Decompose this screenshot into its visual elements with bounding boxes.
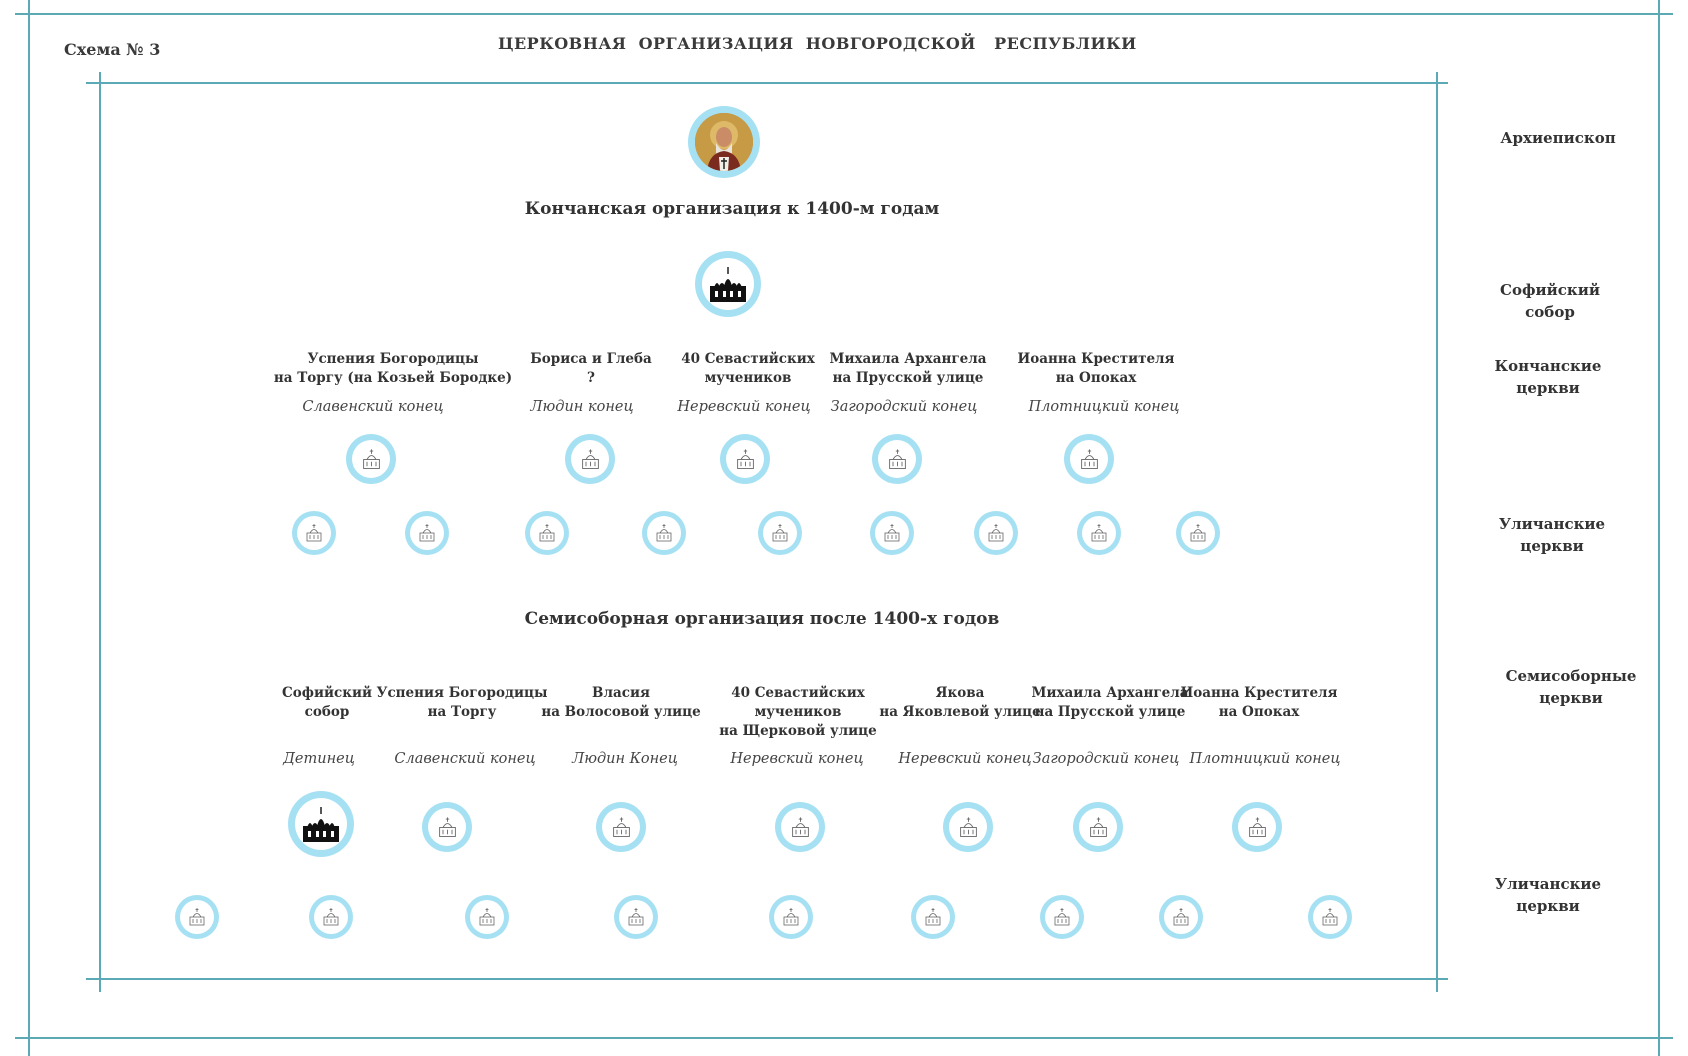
church-name-line: на Волосовой улице [541, 704, 701, 720]
semisobornaya-church-node [422, 802, 472, 852]
church-icon [878, 440, 916, 478]
side-label-line: Кончанские [1494, 357, 1602, 375]
konets-label: Славенский конец [302, 399, 444, 415]
konchanskaya-church-node [720, 434, 770, 484]
church-icon [726, 440, 764, 478]
konchanskaya-church-label [274, 350, 512, 388]
church-name-line: Якова [935, 685, 985, 701]
church-name-line: Иоанна Крестителя [1017, 351, 1175, 367]
side-label-konchanskie [1478, 355, 1618, 399]
church-icon [619, 900, 653, 934]
church-name-line: Иоанна Крестителя [1180, 685, 1338, 701]
street-church-node [974, 511, 1018, 555]
schema-label: Схема № 3 [64, 40, 161, 59]
konets-label: Людин Конец [572, 751, 678, 767]
frame-outer-bottom [15, 1037, 1673, 1039]
konchanskaya-church-label [1017, 350, 1174, 388]
side-label-ulichanskie-2 [1478, 873, 1618, 917]
side-label-line: собор [1525, 303, 1575, 321]
cathedral-icon [295, 798, 347, 850]
church-name-line: ? [587, 370, 595, 386]
church-name-line: Власия [592, 685, 650, 701]
side-label-line: Семисоборные [1505, 667, 1637, 685]
street-church-node [1176, 511, 1220, 555]
street-church-node [1308, 895, 1352, 939]
street-church-node [911, 895, 955, 939]
semisobornaya-church-node [775, 802, 825, 852]
church-name-line: мучеников [704, 370, 792, 386]
semisobornaya-church-label [1180, 684, 1337, 722]
frame-inner-right [1436, 72, 1438, 992]
page-title: ЦЕРКОВНАЯ ОРГАНИЗАЦИЯ НОВГОРОДСКОЙ РЕСПУБЛИКИ [498, 34, 1137, 53]
side-label-sofia [1480, 279, 1620, 323]
church-icon [1045, 900, 1079, 934]
church-name-line: 40 Севастийских [681, 351, 815, 367]
church-icon [774, 900, 808, 934]
church-name-line: Успения Богородицы [376, 685, 548, 701]
semisobornaya-church-label [879, 684, 1040, 722]
street-church-node [870, 511, 914, 555]
church-name-line: Михаила Архангела [829, 351, 987, 367]
side-label-ulichanskie-1 [1482, 513, 1622, 557]
church-icon [314, 900, 348, 934]
church-icon [1082, 516, 1116, 550]
church-icon [571, 440, 609, 478]
church-icon [602, 808, 640, 846]
konets-label: Загородский конец [1032, 751, 1180, 767]
frame-inner-left [99, 72, 101, 992]
side-label-line: церкви [1516, 897, 1580, 915]
konchanskaya-church-node [565, 434, 615, 484]
section1-title: Кончанская организация к 1400-м годам [524, 199, 940, 219]
side-label-semisobornye [1496, 665, 1646, 709]
konchanskaya-church-node [346, 434, 396, 484]
church-icon [916, 900, 950, 934]
church-icon [428, 808, 466, 846]
konets-label: Неревский конец [730, 751, 864, 767]
konchanskaya-church-label [681, 350, 815, 388]
church-icon [1070, 440, 1108, 478]
section2-title: Семисоборная организация после 1400-х годов [524, 609, 1000, 629]
church-icon [180, 900, 214, 934]
side-label-archbishop-text: Архиепископ [1500, 129, 1616, 147]
church-icon [297, 516, 331, 550]
church-name-line: мучеников [754, 704, 842, 720]
church-icon [1079, 808, 1117, 846]
street-church-node [769, 895, 813, 939]
side-label-line: церкви [1516, 379, 1580, 397]
side-label-line: Софийский [1500, 281, 1600, 299]
church-icon [470, 900, 504, 934]
street-church-node [642, 511, 686, 555]
church-name-line: на Опоках [1218, 704, 1300, 720]
side-label-line: церкви [1539, 689, 1603, 707]
sofia-cathedral-node [695, 251, 761, 317]
church-icon [410, 516, 444, 550]
semisobornaya-church-node [943, 802, 993, 852]
church-name-line: на Яковлевой улице [879, 704, 1041, 720]
church-icon [949, 808, 987, 846]
konets-label: Неревский конец [898, 751, 1032, 767]
church-name-line: собор [304, 704, 350, 720]
church-icon [979, 516, 1013, 550]
church-name-line: Успения Богородицы [307, 351, 479, 367]
church-name-line: Михаила Архангела [1031, 685, 1189, 701]
semisobornaya-church-label [541, 684, 700, 722]
church-name-line: 40 Севастийских [731, 685, 865, 701]
side-label-line: церкви [1520, 537, 1584, 555]
street-church-node [465, 895, 509, 939]
konets-label: Детинец [283, 751, 355, 767]
side-label-line: Уличанские [1494, 875, 1602, 893]
frame-inner-bottom [86, 978, 1448, 980]
street-church-node [175, 895, 219, 939]
semisobornaya-church-label [1032, 684, 1189, 722]
church-icon [352, 440, 390, 478]
frame-inner-top [86, 82, 1448, 84]
archbishop-node [688, 106, 760, 178]
konets-label: Людин конец [530, 399, 634, 415]
church-icon [530, 516, 564, 550]
church-name-line: на Торгу (на Козьей Бородке) [273, 370, 513, 386]
church-name-line: на Прусской улице [1034, 704, 1186, 720]
street-church-node [1159, 895, 1203, 939]
frame-outer-left [28, 0, 30, 1056]
church-name-line: Бориса и Глеба [530, 351, 652, 367]
church-name-line: на Прусской улице [832, 370, 984, 386]
semisobornaya-church-node [1232, 802, 1282, 852]
konets-label: Загородский конец [830, 399, 978, 415]
konets-label: Плотницкий конец [1189, 751, 1341, 767]
street-church-node [1040, 895, 1084, 939]
sofia-cathedral-node [288, 791, 354, 857]
konchanskaya-church-node [872, 434, 922, 484]
street-church-node [758, 511, 802, 555]
frame-outer-top [15, 13, 1673, 15]
church-icon [763, 516, 797, 550]
semisobornaya-church-label [282, 684, 372, 722]
street-church-node [1077, 511, 1121, 555]
icon-portrait [695, 113, 753, 171]
frame-outer-right [1658, 0, 1660, 1056]
church-name-line: на Опоках [1055, 370, 1137, 386]
street-church-node [525, 511, 569, 555]
church-icon [1313, 900, 1347, 934]
church-icon [1164, 900, 1198, 934]
church-icon [647, 516, 681, 550]
cathedral-icon [702, 258, 754, 310]
konets-label: Плотницкий конец [1028, 399, 1180, 415]
semisobornaya-church-node [1073, 802, 1123, 852]
semisobornaya-church-label [719, 684, 876, 741]
street-church-node [614, 895, 658, 939]
konchanskaya-church-label [830, 350, 987, 388]
church-icon [1181, 516, 1215, 550]
church-name-line: Софийский [282, 685, 372, 701]
konchanskaya-church-label [530, 350, 652, 388]
street-church-node [405, 511, 449, 555]
semisobornaya-church-node [596, 802, 646, 852]
church-name-line: на Торгу [427, 704, 497, 720]
konchanskaya-church-node [1064, 434, 1114, 484]
church-icon [875, 516, 909, 550]
side-label-archbishop [1488, 127, 1628, 149]
street-church-node [292, 511, 336, 555]
semisobornaya-church-label [377, 684, 548, 722]
church-icon [1238, 808, 1276, 846]
church-name-line: на Щерковой улице [719, 723, 877, 739]
street-church-node [309, 895, 353, 939]
konets-label: Неревский конец [677, 399, 811, 415]
church-icon [781, 808, 819, 846]
konets-label: Славенский конец [394, 751, 536, 767]
side-label-line: Уличанские [1498, 515, 1606, 533]
